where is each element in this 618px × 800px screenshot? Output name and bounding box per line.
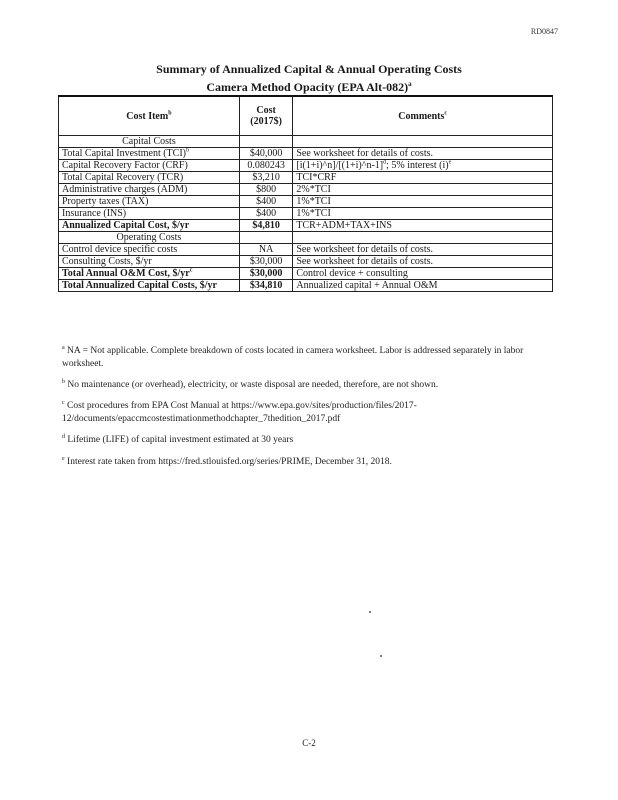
page-id: RD0847 <box>530 27 558 36</box>
footnote-c: $^c$ Cost procedures from EPA Cost Manual at https://www.epa.gov/sites/production/files/2017-12/documents/epaccmcostestimationmethodchapter_7thedition_2017.pdf <box>62 400 417 425</box>
table-row: Total Capital Recovery (TCR) $3,210 TCI*CRF <box>59 172 553 184</box>
scan-speck <box>380 655 382 657</box>
section-label: Capital Costs <box>59 136 240 148</box>
footnote-b: $^b$ No maintenance (or overhead), electricity, or waste disposal are needed, therefore, are not shown. <box>62 379 439 391</box>
footnote-d: $^d$ Lifetime (LIFE) of capital investment estimated at 30 years <box>62 434 294 446</box>
table-row: Insurance (INS) $400 1%*TCI <box>59 208 553 220</box>
section-label: Operating Costs <box>59 232 240 244</box>
table-row-total-om: Total Annual O&M Cost, $\$/yr^c$ $30,000 Control device + consulting <box>59 268 553 280</box>
scan-speck <box>369 611 371 613</box>
footnotes <box>62 342 552 474</box>
header-comments: Comments$^c$ <box>293 96 553 136</box>
table-row: Property taxes (TAX) $400 1%*TCI <box>59 196 553 208</box>
table-row: Capital Recovery Factor (CRF) 0.080243 [i(1+i)^n]/[(1+i)^n-1]$^d$; 5% interest $(i)^e$ <box>59 160 553 172</box>
table-row: Control device specific costs NA See worksheet for details of costs. <box>59 244 553 256</box>
title-line-1: Summary of Annualized Capital & Annual Operating Costs <box>156 62 462 76</box>
cost-summary-table <box>58 95 553 292</box>
footnote-e: $^e$ Interest rate taken from https://fred.stlouisfed.org/series/PRIME, December 31, 2018. <box>62 455 392 467</box>
footnote-a: $^a$ NA = Not applicable. Complete breakdown of costs located in camera worksheet. Labor is addressed separately in labor worksheet. <box>62 345 524 370</box>
header-cost: Cost (2017$) <box>239 96 293 136</box>
table-row: Administrative charges (ADM) $800 2%*TCI <box>59 184 553 196</box>
table-row: Consulting Costs, $/yr $30,000 See worksheet for details of costs. <box>59 256 553 268</box>
table-row-grand-total: Total Annualized Capital Costs, $/yr $34,810 Annualized capital + Annual O&M <box>59 280 553 292</box>
section-row-capital <box>59 136 553 148</box>
section-row-operating <box>59 232 553 244</box>
document-title <box>0 62 618 95</box>
header-cost-item: Cost Item$^b$ <box>59 96 240 136</box>
page-number: C-2 <box>302 738 316 748</box>
table-header-row <box>59 96 553 136</box>
table-row: Total Capital Investment (TCI)$^b$ $40,000 See worksheet for details of costs. <box>59 148 553 160</box>
title-line-2: Camera Method Opacity (EPA Alt-082)$^a$ <box>206 80 412 94</box>
table-row-subtotal: Annualized Capital Cost, $/yr $4,810 TCR+ADM+TAX+INS <box>59 220 553 232</box>
